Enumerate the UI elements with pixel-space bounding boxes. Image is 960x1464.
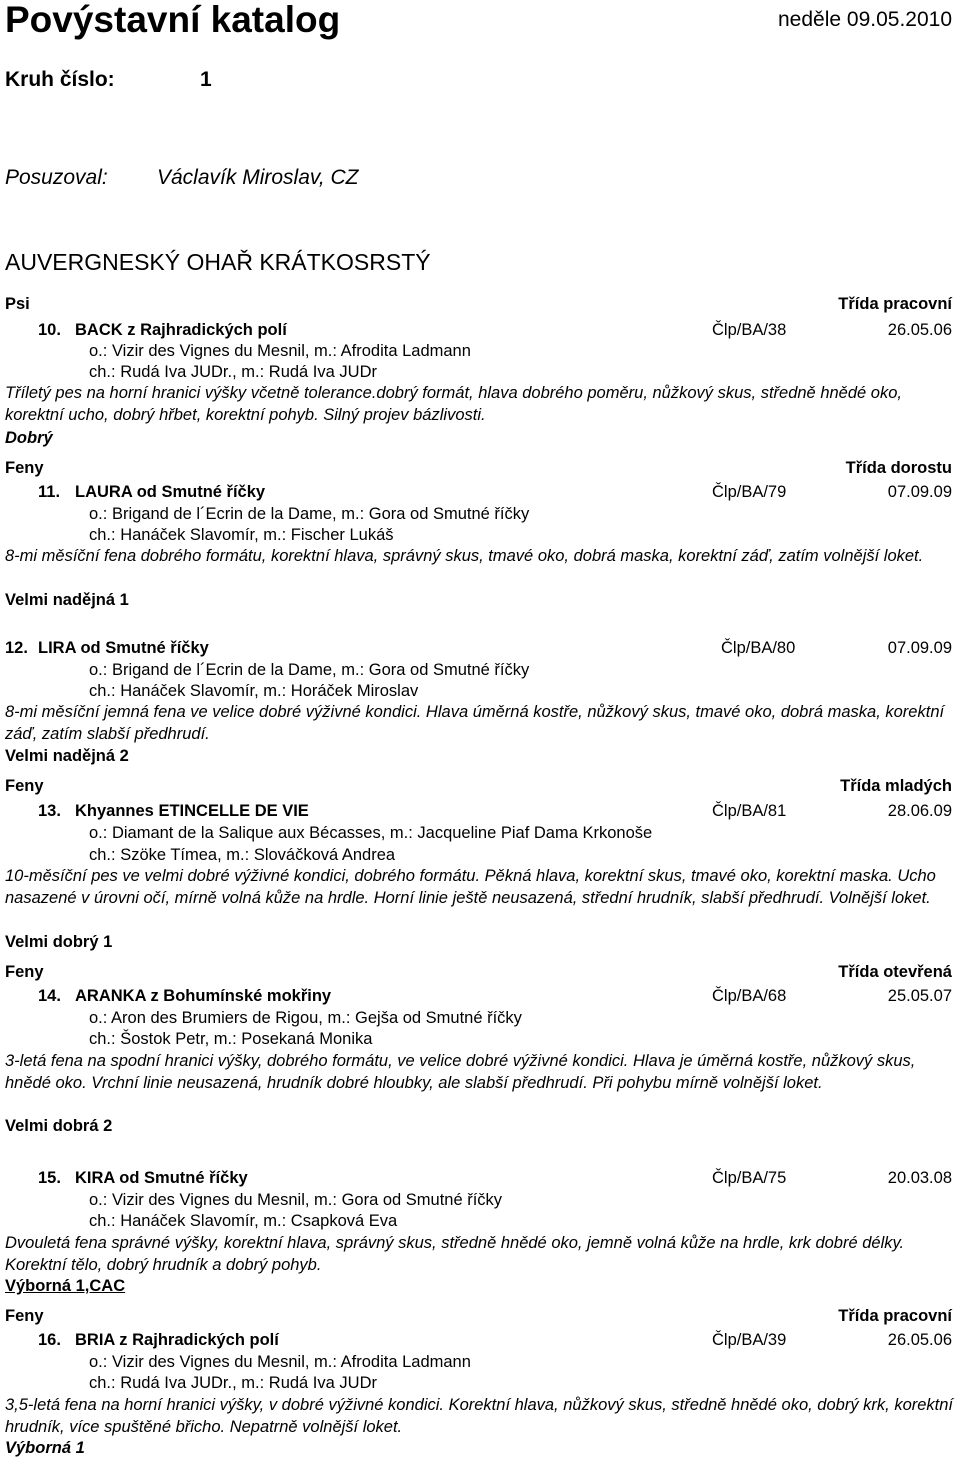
entry-breeder-owner: ch.: Šostok Petr, m.: Posekaná Monika bbox=[89, 1030, 373, 1048]
section-class: Třída pracovní bbox=[838, 1307, 952, 1325]
entry-name: KIRA od Smutné říčky bbox=[75, 1169, 248, 1187]
entry-breeder-owner: ch.: Hanáček Slavomír, m.: Fischer Lukáš bbox=[89, 526, 394, 544]
entry-grade: Velmi nadějná 1 bbox=[5, 591, 129, 609]
entry-registration: Člp/BA/81 bbox=[712, 802, 787, 820]
entry-parents: o.: Diamant de la Salique aux Bécasses, m.: Jacqueline Piaf Dama Krkonoše bbox=[89, 824, 653, 842]
entry-parents: o.: Brigand de l´Ecrin de la Dame, m.: Gora od Smutné říčky bbox=[89, 505, 530, 523]
page-title: Povýstavní katalog bbox=[5, 0, 341, 40]
page-date: neděle 09.05.2010 bbox=[778, 8, 952, 31]
section-sex: Feny bbox=[5, 777, 44, 795]
entry-critique: 8-mi měsíční fena dobrého formátu, korektní hlava, správný skus, tmavé oko, dobrá maska, korektní záď, zatím volnější loket. bbox=[5, 547, 924, 565]
entry-parents: o.: Vizir des Vignes du Mesnil, m.: Afrodita Ladmann bbox=[89, 342, 471, 360]
entry-parents: o.: Aron des Brumiers de Rigou, m.: Gejša od Smutné říčky bbox=[89, 1009, 522, 1027]
entry-name: Khyannes ETINCELLE DE VIE bbox=[75, 802, 309, 820]
section-class: Třída dorostu bbox=[845, 459, 952, 477]
breed-title: AUVERGNESKÝ OHAŘ KRÁTKOSRSTÝ bbox=[5, 249, 431, 275]
section-sex: Feny bbox=[5, 1307, 44, 1325]
entry-number: 13. bbox=[38, 802, 61, 820]
entry-critique: 3-letá fena na spodní hranici výšky, dobrého formátu, ve velice dobré výživné kondici. Hlava je úměrná kostře, nůžkový skus, hnědé oko. Vrchní linie neusazená, hrudník dobré hloubky, ale slabší předhrudí. Při pohybu mírně volnější loket. bbox=[5, 1052, 916, 1092]
entry-number: 15. bbox=[38, 1169, 61, 1187]
entry-birth-date: 28.06.09 bbox=[887, 802, 952, 820]
entry-critique: 3,5-letá fena na horní hranici výšky, v dobré výživné kondici. Korektní hlava, nůžkový skus, středně hnědé oko, dobrý krk, korektní hrudník, více spuštěné břicho. Nepatrně volnější loket. bbox=[5, 1396, 954, 1436]
entry-number: 16. bbox=[38, 1331, 61, 1349]
entry-registration: Člp/BA/38 bbox=[712, 321, 787, 339]
entry-parents: o.: Vizir des Vignes du Mesnil, m.: Gora od Smutné říčky bbox=[89, 1191, 503, 1209]
entry-birth-date: 26.05.06 bbox=[887, 1331, 952, 1349]
entry-grade: Velmi dobrá 2 bbox=[5, 1117, 113, 1135]
entry-critique: Dvouletá fena správné výšky, korektní hlava, správný skus, středně hnědé oko, jemně volná kůže na hrdle, krk dobré délky. Korektní tělo, dobrý hrudník a dobrý pohyb. bbox=[5, 1234, 905, 1274]
section-sex: Feny bbox=[5, 963, 44, 981]
entry-grade: Výborná 1 bbox=[5, 1439, 85, 1457]
entry-critique: 10-měsíční pes ve velmi dobré výživné kondici, dobrého formátu. Pěkná hlava, korektní skus, tmavé oko, korektní maska. Ucho nasazené v úrovni očí, mírně volná kůže na hrdle. Horní linie ještě neusazená, střední hrudník, slabší předhrudí. Volnější loket. bbox=[5, 867, 936, 907]
entry-registration: Člp/BA/75 bbox=[712, 1169, 787, 1187]
entry-grade: Velmi dobrý 1 bbox=[5, 933, 113, 951]
entry-breeder-owner: ch.: Rudá Iva JUDr., m.: Rudá Iva JUDr bbox=[89, 363, 377, 381]
section-class: Třída mladých bbox=[840, 777, 952, 795]
entry-grade: Výborná 1,CAC bbox=[5, 1277, 126, 1295]
entry-number: 10. bbox=[38, 321, 61, 339]
section-class: Třída pracovní bbox=[838, 295, 952, 313]
entry-grade: Dobrý bbox=[5, 429, 53, 447]
entry-registration: Člp/BA/80 bbox=[721, 639, 796, 657]
entry-grade: Velmi nadějná 2 bbox=[5, 747, 129, 765]
entry-registration: Člp/BA/39 bbox=[712, 1331, 787, 1349]
entry-birth-date: 07.09.09 bbox=[887, 483, 952, 501]
entry-critique: Tříletý pes na horní hranici výšky včetně tolerance.dobrý formát, hlava dobrého poměru, nůžkový skus, středně hnědé oko, korektní ucho, dobrý hřbet, korektní pohyb. Silný projev bázlivosti. bbox=[5, 384, 902, 424]
entry-name: LAURA od Smutné říčky bbox=[75, 483, 266, 501]
entry-breeder-owner: ch.: Hanáček Slavomír, m.: Horáček Miroslav bbox=[89, 682, 419, 700]
entry-birth-date: 20.03.08 bbox=[887, 1169, 952, 1187]
section-class: Třída otevřená bbox=[838, 963, 952, 981]
entry-name: BRIA z Rajhradických polí bbox=[75, 1331, 279, 1349]
entry-number: 14. bbox=[38, 987, 61, 1005]
entry-name: ARANKA z Bohumínské mokřiny bbox=[75, 987, 332, 1005]
entry-name: LIRA od Smutné říčky bbox=[38, 639, 209, 657]
section-sex: Feny bbox=[5, 459, 44, 477]
entry-birth-date: 07.09.09 bbox=[887, 639, 952, 657]
entry-breeder-owner: ch.: Hanáček Slavomír, m.: Csapková Eva bbox=[89, 1212, 398, 1230]
judge-label: Posuzoval: bbox=[5, 166, 108, 189]
entry-breeder-owner: ch.: Rudá Iva JUDr., m.: Rudá Iva JUDr bbox=[89, 1374, 377, 1392]
entry-parents: o.: Brigand de l´Ecrin de la Dame, m.: Gora od Smutné říčky bbox=[89, 661, 530, 679]
entry-birth-date: 26.05.06 bbox=[887, 321, 952, 339]
entry-number: 12. bbox=[5, 639, 28, 657]
judge-name: Václavík Miroslav, CZ bbox=[157, 166, 359, 189]
entry-breeder-owner: ch.: Szöke Tímea, m.: Slováčková Andrea bbox=[89, 846, 396, 864]
ring-number: 1 bbox=[200, 68, 212, 91]
section-sex: Psi bbox=[5, 295, 30, 313]
entry-parents: o.: Vizir des Vignes du Mesnil, m.: Afrodita Ladmann bbox=[89, 1353, 471, 1371]
entry-registration: Člp/BA/79 bbox=[712, 483, 787, 501]
ring-label: Kruh číslo: bbox=[5, 68, 115, 91]
entry-name: BACK z Rajhradických polí bbox=[75, 321, 287, 339]
entry-registration: Člp/BA/68 bbox=[712, 987, 787, 1005]
entry-number: 11. bbox=[38, 483, 61, 501]
entry-birth-date: 25.05.07 bbox=[887, 987, 952, 1005]
entry-critique: 8-mi měsíční jemná fena ve velice dobré výživné kondici. Hlava úměrná kostře, nůžkový skus, tmavé oko, dobrá maska, korektní záď, zatím slabší předhrudí. bbox=[5, 703, 945, 743]
